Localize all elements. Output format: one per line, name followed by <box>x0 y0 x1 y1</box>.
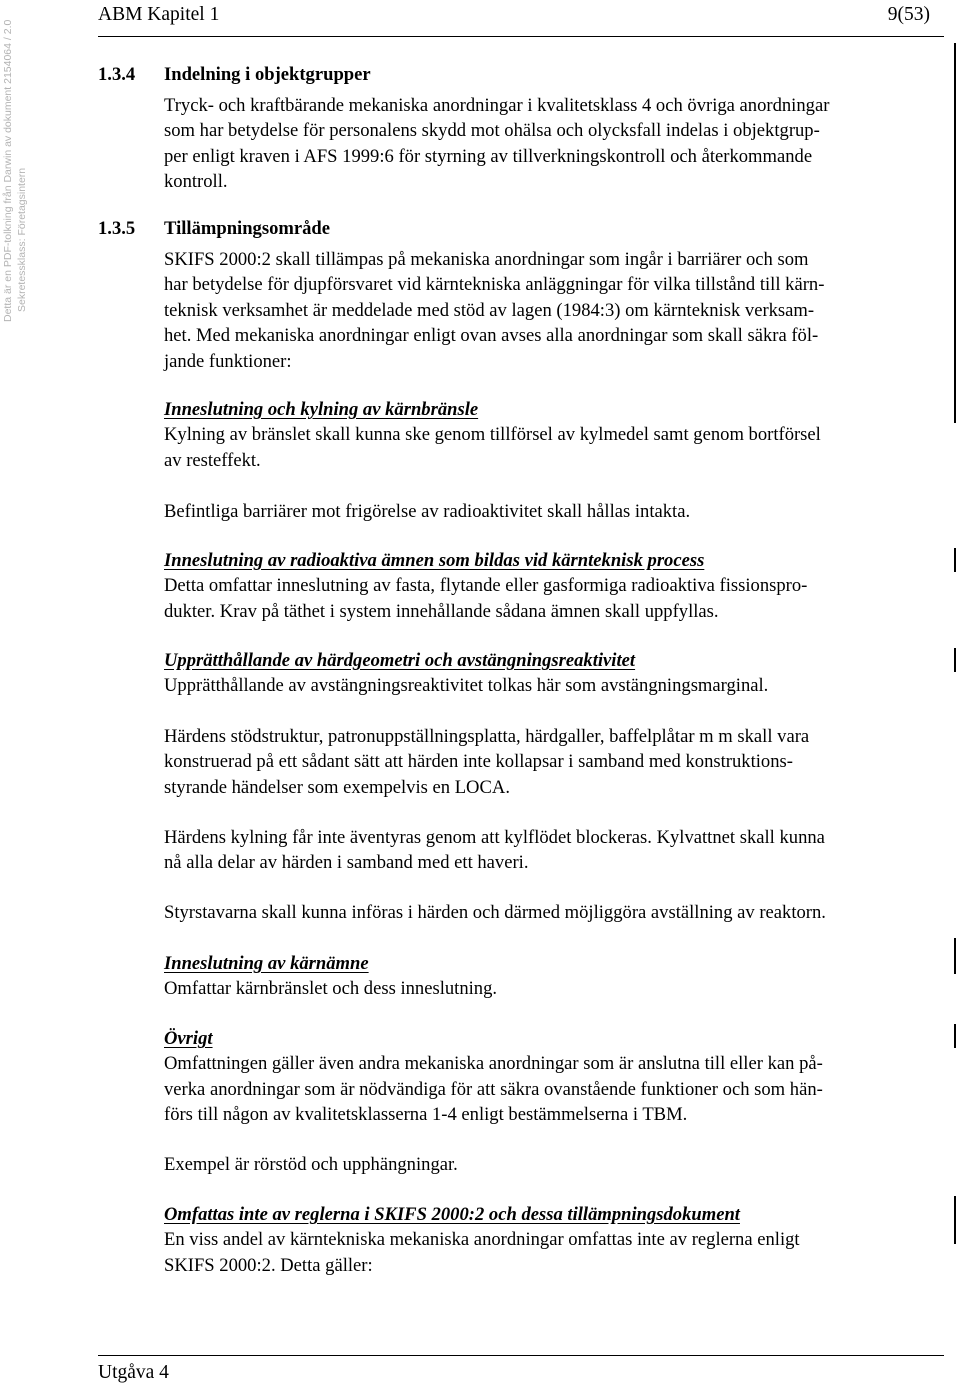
section-paragraph <box>164 247 934 374</box>
change-bar <box>954 938 956 974</box>
subsection <box>164 397 934 473</box>
paragraph-line: SKIFS 2000:2. Detta gäller: <box>164 1254 373 1276</box>
paragraph-line: har betydelse för djupförsvaret vid kärntekniska anläggningar för vilka tillstånd till kärn- <box>164 274 825 296</box>
subsection <box>164 1202 934 1278</box>
change-bar <box>954 43 956 423</box>
change-bar <box>954 1196 956 1244</box>
subsection-title: Övrigt <box>164 1028 213 1049</box>
paragraph-line: Omfattningen gäller även andra mekaniska anordningar som är anslutna till eller kan på- <box>164 1053 823 1075</box>
paragraph-line: Härdens stödstruktur, patronuppställningsplatta, härdgaller, baffelplåtar m m skall vara <box>164 726 810 747</box>
paragraph-line: Upprätthållande av avstängningsreaktivitet tolkas här som avstängningsmarginal. <box>164 675 769 697</box>
page-footer <box>98 1355 944 1383</box>
paragraph <box>164 900 934 925</box>
paragraph-line: dukter. Krav på täthet i system innehållande sådana ämnen skall uppfyllas. <box>164 600 719 622</box>
section-title: Indelning i objektgrupper <box>164 64 371 85</box>
paragraph <box>164 825 934 876</box>
paragraph-line: av resteffekt. <box>164 449 261 471</box>
change-bar <box>954 1024 956 1048</box>
paragraph-line: konstruerad på ett sådant sätt att härden inte kollapsar i samband med konstruktions- <box>164 751 793 773</box>
subsection-title: Upprätthållande av härdgeometri och avstängningsreaktivitet <box>164 650 636 671</box>
section-number: 1.3.5 <box>98 218 136 239</box>
subsection-title: Inneslutning av kärnämne <box>164 953 369 974</box>
paragraph-line: kontroll. <box>164 171 228 193</box>
subsection-title: Omfattas inte av reglerna i SKIFS 2000:2 och dessa tillämpningsdokument <box>164 1204 740 1225</box>
subsection <box>164 951 934 1002</box>
paragraph-line: Exempel är rörstöd och upphängningar. <box>164 1154 458 1175</box>
paragraph <box>164 1152 934 1177</box>
paragraph-line: teknisk verksamhet är meddelade med stöd av lagen (1984:3) om kärnteknisk verksam- <box>164 299 815 321</box>
section-title: Tillämpningsområde <box>164 218 330 239</box>
subsection <box>164 648 934 699</box>
edition-label: Utgåva 4 <box>98 1362 169 1383</box>
paragraph-line: Detta omfattar inneslutning av fasta, flytande eller gasformiga radioaktiva fissionspro- <box>164 575 808 597</box>
paragraph-line: verka anordningar som är nödvändiga för att säkra ovanstående funktioner och som hän- <box>164 1078 823 1100</box>
section-paragraph <box>164 93 934 195</box>
watermark-source-line: Detta är en PDF-tolkning från Darwin av dokument 2154064 / 2.0 <box>2 19 14 322</box>
paragraph-line: SKIFS 2000:2 skall tillämpas på mekaniska anordningar som ingår i barriärer och som <box>164 249 809 270</box>
subsection <box>164 1026 934 1128</box>
section-number: 1.3.4 <box>98 64 136 85</box>
paragraph-line: het. Med mekaniska anordningar enligt ovan avses alla anordningar som skall säkra föl- <box>164 325 819 347</box>
subsection-title: Inneslutning och kylning av kärnbränsle <box>164 399 479 420</box>
paragraph <box>164 724 934 800</box>
watermark-classification-line: Sekretessklass: Företagsintern <box>16 167 28 312</box>
paragraph-line: Härdens kylning får inte äventyras genom att kylflödet blockeras. Kylvattnet skall kunna <box>164 827 825 848</box>
page-number: 9(53) <box>887 4 930 25</box>
page-header <box>98 2 944 37</box>
paragraph-line: En viss andel av kärntekniska mekaniska anordningar omfattas inte av reglerna enligt <box>164 1229 800 1251</box>
paragraph-line: nå alla delar av härden i samband med ett haveri. <box>164 852 529 874</box>
chapter-label: ABM Kapitel 1 <box>98 4 220 25</box>
subsection-title: Inneslutning av radioaktiva ämnen som bildas vid kärnteknisk process <box>164 550 705 571</box>
paragraph-line: förs till någon av kvalitetsklasserna 1-4 enligt bestämmelserna i TBM. <box>164 1104 688 1126</box>
paragraph-line: Tryck- och kraftbärande mekaniska anordningar i kvalitetsklass 4 och övriga anordningar <box>164 95 830 116</box>
change-bar <box>954 648 956 672</box>
paragraph-line: per enligt kraven i AFS 1999:6 för styrning av tillverkningskontroll och återkommande <box>164 145 813 167</box>
paragraph-line: Omfattar kärnbränslet och dess inneslutning. <box>164 978 498 1000</box>
change-bar <box>954 548 956 572</box>
paragraph <box>164 499 934 524</box>
paragraph-line: som har betydelse för personalens skydd mot ohälsa och olycksfall indelas i objektgrup- <box>164 120 820 142</box>
paragraph-line: jande funktioner: <box>164 350 292 372</box>
paragraph-line: Styrstavarna skall kunna införas i härden och därmed möjliggöra avställning av reaktorn. <box>164 902 826 923</box>
paragraph-line: Befintliga barriärer mot frigörelse av radioaktivitet skall hållas intakta. <box>164 501 691 522</box>
paragraph-line: Kylning av bränslet skall kunna ske genom tillförsel av kylmedel samt genom bortförsel <box>164 424 821 446</box>
watermark <box>0 0 32 340</box>
subsection <box>164 548 934 624</box>
paragraph-line: styrande händelser som exempelvis en LOCA. <box>164 776 510 798</box>
